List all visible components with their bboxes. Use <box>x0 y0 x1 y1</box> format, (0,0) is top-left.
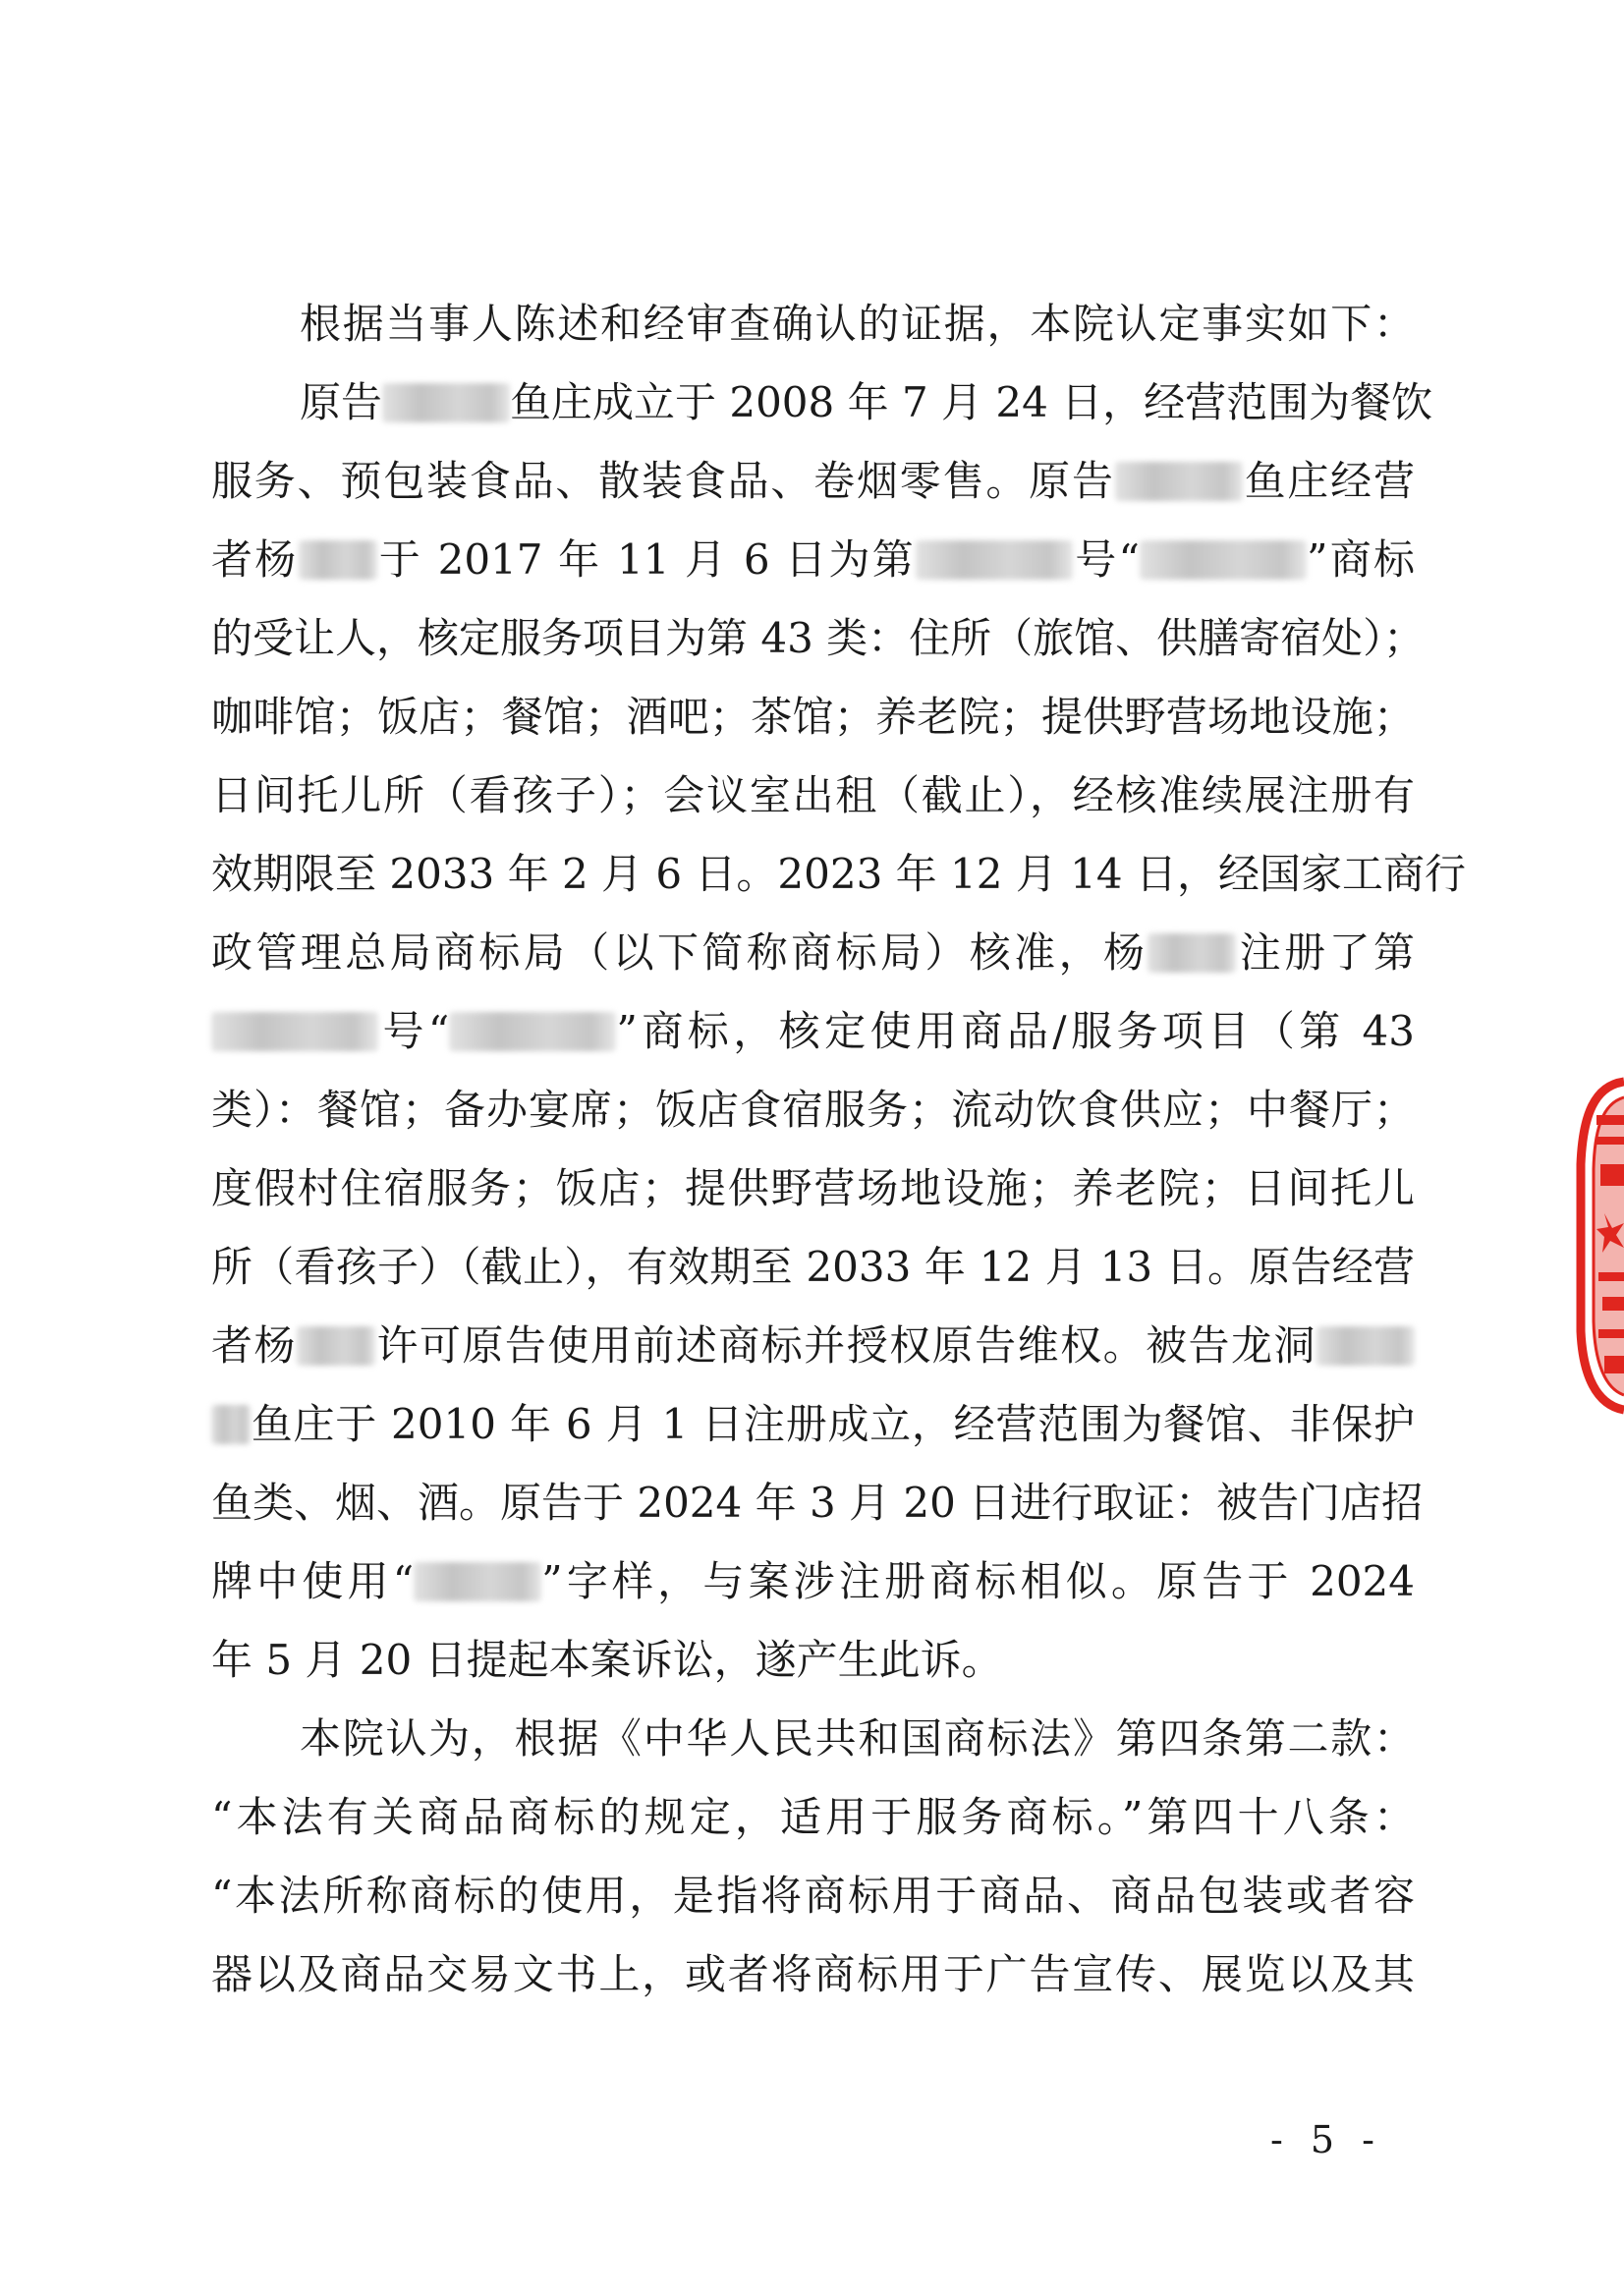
redacted-name <box>1115 462 1243 501</box>
redacted-registration-number <box>211 1012 378 1051</box>
redacted-trademark <box>449 1012 616 1051</box>
redacted-trademark <box>1140 540 1307 580</box>
paragraph-3-line-4: 器以及商品交易文书上，或者将商标用于广告宣传、展览以及其 <box>211 1950 1415 1998</box>
paragraph-2-line-4: 的受让人，核定服务项目为第 43 类：住所（旅馆、供膳寄宿处）； <box>211 614 1426 662</box>
paragraph-3-line-1: 本院认为，根据《中华人民共和国商标法》第四条第二款： <box>300 1714 1415 1763</box>
paragraph-2-line-6: 日间托儿所（看孩子）；会议室出租（截止），经核准续展注册有 <box>211 771 1415 819</box>
seal-graphic <box>1575 1076 1624 1415</box>
paragraph-2-line-1: 原告 鱼庄成立于 2008 年 7 月 24 日，经营范围为餐饮 <box>300 378 1433 426</box>
paragraph-2-line-17: 年 5 月 20 日提起本案诉讼，遂产生此诉。 <box>211 1636 1003 1684</box>
paragraph-2-line-16: 牌中使用“ ”字样，与案涉注册商标相似。原告于 2024 <box>211 1557 1415 1605</box>
paragraph-3-line-3: “本法所称商标的使用，是指将商标用于商品、商品包装或者容 <box>211 1872 1415 1920</box>
redacted-name <box>1148 933 1236 973</box>
redacted-name <box>299 540 377 580</box>
redacted-name <box>1316 1326 1415 1366</box>
paragraph-2-line-2: 服务、预包装食品、散装食品、卷烟零售。原告 鱼庄经营 <box>211 457 1415 505</box>
paragraph-2-line-14: 鱼庄于 2010 年 6 月 1 日注册成立，经营范围为餐馆、非保护 <box>211 1385 1415 1464</box>
court-seal <box>1575 1076 1624 1415</box>
redacted-name <box>382 383 510 422</box>
paragraph-2-line-15: 鱼类、烟、酒。原告于 2024 年 3 月 20 日进行取证：被告门店招 <box>211 1479 1424 1527</box>
paragraph-2-line-12: 所（看孩子）（截止），有效期至 2033 年 12 月 13 日。原告经营 <box>211 1243 1415 1291</box>
page-number: - 5 - <box>1269 2118 1382 2161</box>
paragraph-2-line-7: 效期限至 2033 年 2 月 6 日。2023 年 12 月 14 日，经国家工商行 <box>211 850 1466 898</box>
paragraph-2-line-3: 者杨 于 2017 年 11 月 6 日为第 号“ ”商标 <box>211 535 1415 584</box>
paragraph-1-line-1: 根据当事人陈述和经审查确认的证据，本院认定事实如下： <box>300 300 1415 348</box>
paragraph-3-line-2: “本法有关商品商标的规定，适用于服务商标。”第四十八条： <box>211 1793 1415 1841</box>
paragraph-2-line-13: 者杨 许可原告使用前述商标并授权原告维权。被告龙洞 <box>211 1307 1415 1385</box>
paragraph-2-line-11: 度假村住宿服务；饭店；提供野营场地设施；养老院；日间托儿 <box>211 1164 1415 1212</box>
paragraph-2-line-5: 咖啡馆；饭店；餐馆；酒吧；茶馆；养老院；提供野营场地设施； <box>211 693 1415 741</box>
paragraph-2-line-10: 类）：餐馆；备办宴席；饭店食宿服务；流动饮食供应；中餐厅； <box>211 1086 1415 1134</box>
paragraph-2-line-9: 号“ ”商标，核定使用商品/服务项目（第 43 <box>211 992 1415 1071</box>
redacted-trademark <box>414 1562 541 1601</box>
redacted-registration-number <box>916 540 1073 580</box>
redacted-name <box>211 1405 251 1444</box>
paragraph-2-line-8: 政管理总局商标局（以下简称商标局）核准，杨 注册了第 <box>211 928 1415 977</box>
redacted-name <box>297 1326 375 1366</box>
